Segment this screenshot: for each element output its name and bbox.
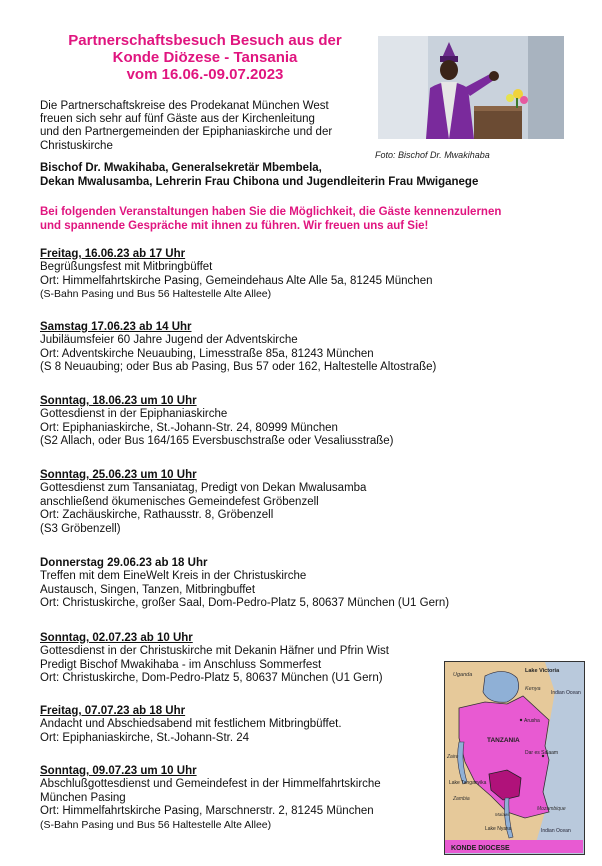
invitation-line: und spannende Gespräche mit ihnen zu führen. Wir freuen uns auf Sie! [40,220,429,232]
intro-line: Christuskirche [40,139,113,152]
map-label-konde-diocese: KONDE DIOCESE [451,845,510,852]
event-line: Abschlußgottesdienst und Gemeindefest in der Himmelfahrtskirche [40,778,381,791]
bishop-photo-illustration [378,36,564,139]
event-line: Ort: Himmelfahrtskirche Pasing, Gemeindehaus Alte Alle 5a, 81245 München [40,274,433,287]
event-line: Predigt Bischof Mwakihaba - im Anschluss Sommerfest [40,658,322,671]
map-label-dar-es-salaam: Dar es Salaam [525,750,559,756]
event-item [40,395,510,449]
page-title [30,32,380,83]
photo-caption: Foto: Bischof Dr. Mwakihaba [375,150,490,160]
event-item [40,632,510,686]
event-note: (S-Bahn Pasing und Bus 56 Haltestelle Alte Allee) [40,818,272,831]
event-date: Donnerstag 29.06.23 ab 18 Uhr [40,557,208,569]
bishop-photo [378,36,564,139]
event-date: Sonntag, 18.06.23 um 10 Uhr [40,395,197,407]
map-label-indian-ocean: Indian Ocean [541,828,571,834]
map-label-zambia: Zambia [453,796,470,802]
map-label-tanzania: TANZANIA [487,737,520,744]
event-line: Andacht und Abschiedsabend mit festlichem Mitbringbüffet. [40,718,342,731]
map-label-mozambique: Mozambique [537,806,566,812]
event-date: Sonntag, 09.07.23 um 10 Uhr [40,765,197,777]
map-label-indian-ocean: Indian Ocean [551,690,581,696]
tanzania-map [444,661,585,855]
event-line: (S2 Allach, oder Bus 164/165 Eversbuschstraße oder Vesaliusstraße) [40,435,394,448]
event-line: Ort: Christuskirche, Dom-Pedro-Platz 5, 80637 München (U1 Gern) [40,672,383,685]
event-line: Ort: Christuskirche, großer Saal, Dom-Pedro-Platz 5, 80637 München (U1 Gern) [40,597,450,610]
title-line: Konde Diözese - Tansania [112,49,298,66]
event-date: Sonntag, 25.06.23 um 10 Uhr [40,469,197,481]
event-line: (S 8 Neuaubing; oder Bus ab Pasing, Bus 57 oder 162, Haltestelle Altostraße) [40,361,437,374]
event-item [40,557,510,611]
invitation-text [40,205,585,233]
event-item [40,321,510,375]
event-line: Gottesdienst zum Tansaniatag, Predigt von Dekan Mwalusamba [40,482,367,495]
event-date: Freitag, 07.07.23 ab 18 Uhr [40,705,186,717]
event-item [40,765,510,832]
guest-names [40,161,580,189]
event-line: Ort: Epiphaniaskirche, St.-Johann-Str. 24, 80999 München [40,421,338,434]
event-item [40,248,510,302]
guest-names-line: Bischof Dr. Mwakihaba, Generalsekretär Mbembela, [40,162,322,174]
event-date: Freitag, 16.06.23 ab 17 Uhr [40,248,186,260]
map-label-arusha: Arusha [524,718,540,724]
map-label-malawi: Malawi [495,812,510,817]
map-label-kenya: Kenya [525,686,541,692]
event-line: Ort: Epiphaniaskirche, St.-Johann-Str. 24 [40,731,250,744]
event-line: Begrüßungsfest mit Mitbringbüffet [40,261,213,274]
event-line: (S3 Gröbenzell) [40,522,121,535]
title-dates: vom 16.06.-09.07.2023 [126,66,284,83]
map-label-zaire: Zaire [447,754,459,760]
invitation-line: Bei folgenden Veranstaltungen haben Sie die Möglichkeit, die Gäste kennenzulernen [40,206,502,218]
event-date: Samstag 17.06.23 ab 14 Uhr [40,321,192,333]
intro-line: und den Partnergemeinden der Epiphaniaskirche und der [40,126,333,139]
intro-paragraph [40,100,370,153]
event-line: München Pasing [40,791,126,804]
title-line: Partnerschaftsbesuch Besuch aus der [68,32,342,49]
event-line: Jubiläumsfeier 60 Jahre Jugend der Adventskirche [40,334,298,347]
event-line: Gottesdienst in der Epiphaniaskirche [40,408,228,421]
event-line: Ort: Himmelfahrtskirche Pasing, Marschnerstr. 2, 81245 München [40,805,374,818]
intro-line: Die Partnerschaftskreise des Prodekanat München West [40,100,329,112]
event-line: Gottesdienst in der Christuskirche mit Dekanin Häfner und Pfrin Wist [40,645,389,658]
map-label-lake-tanganyika: Lake Tanganyika [449,780,487,786]
event-line: Ort: Zachäuskirche, Rathausstr. 8, Gröbenzell [40,509,274,522]
tanzania-map-illustration [445,662,583,853]
event-item [40,469,510,536]
event-line: Austausch, Singen, Tanzen, Mitbringbuffet [40,583,256,596]
event-note: (S-Bahn Pasing und Bus 56 Haltestelle Alte Allee) [40,288,272,301]
intro-line: freuen sich sehr auf fünf Gäste aus der Kirchenleitung [40,113,315,126]
map-label-uganda: Uganda [453,672,473,678]
event-line: Ort: Adventskirche Neuaubing, Limesstraße 85a, 81243 München [40,347,374,360]
event-item [40,705,510,745]
event-line: Treffen mit dem EineWelt Kreis in der Christuskirche [40,570,307,583]
map-label-lake-victoria: Lake Victoria [525,668,560,674]
map-label-lake-nyasa: Lake Nyasa [485,826,512,832]
guest-names-line: Dekan Mwalusamba, Lehrerin Frau Chibona und Jugendleiterin Frau Mwiganege [40,176,479,188]
event-line: anschließend ökumenisches Gemeindefest Gröbenzell [40,495,319,508]
event-date: Sonntag, 02.07.23 ab 10 Uhr [40,632,193,644]
